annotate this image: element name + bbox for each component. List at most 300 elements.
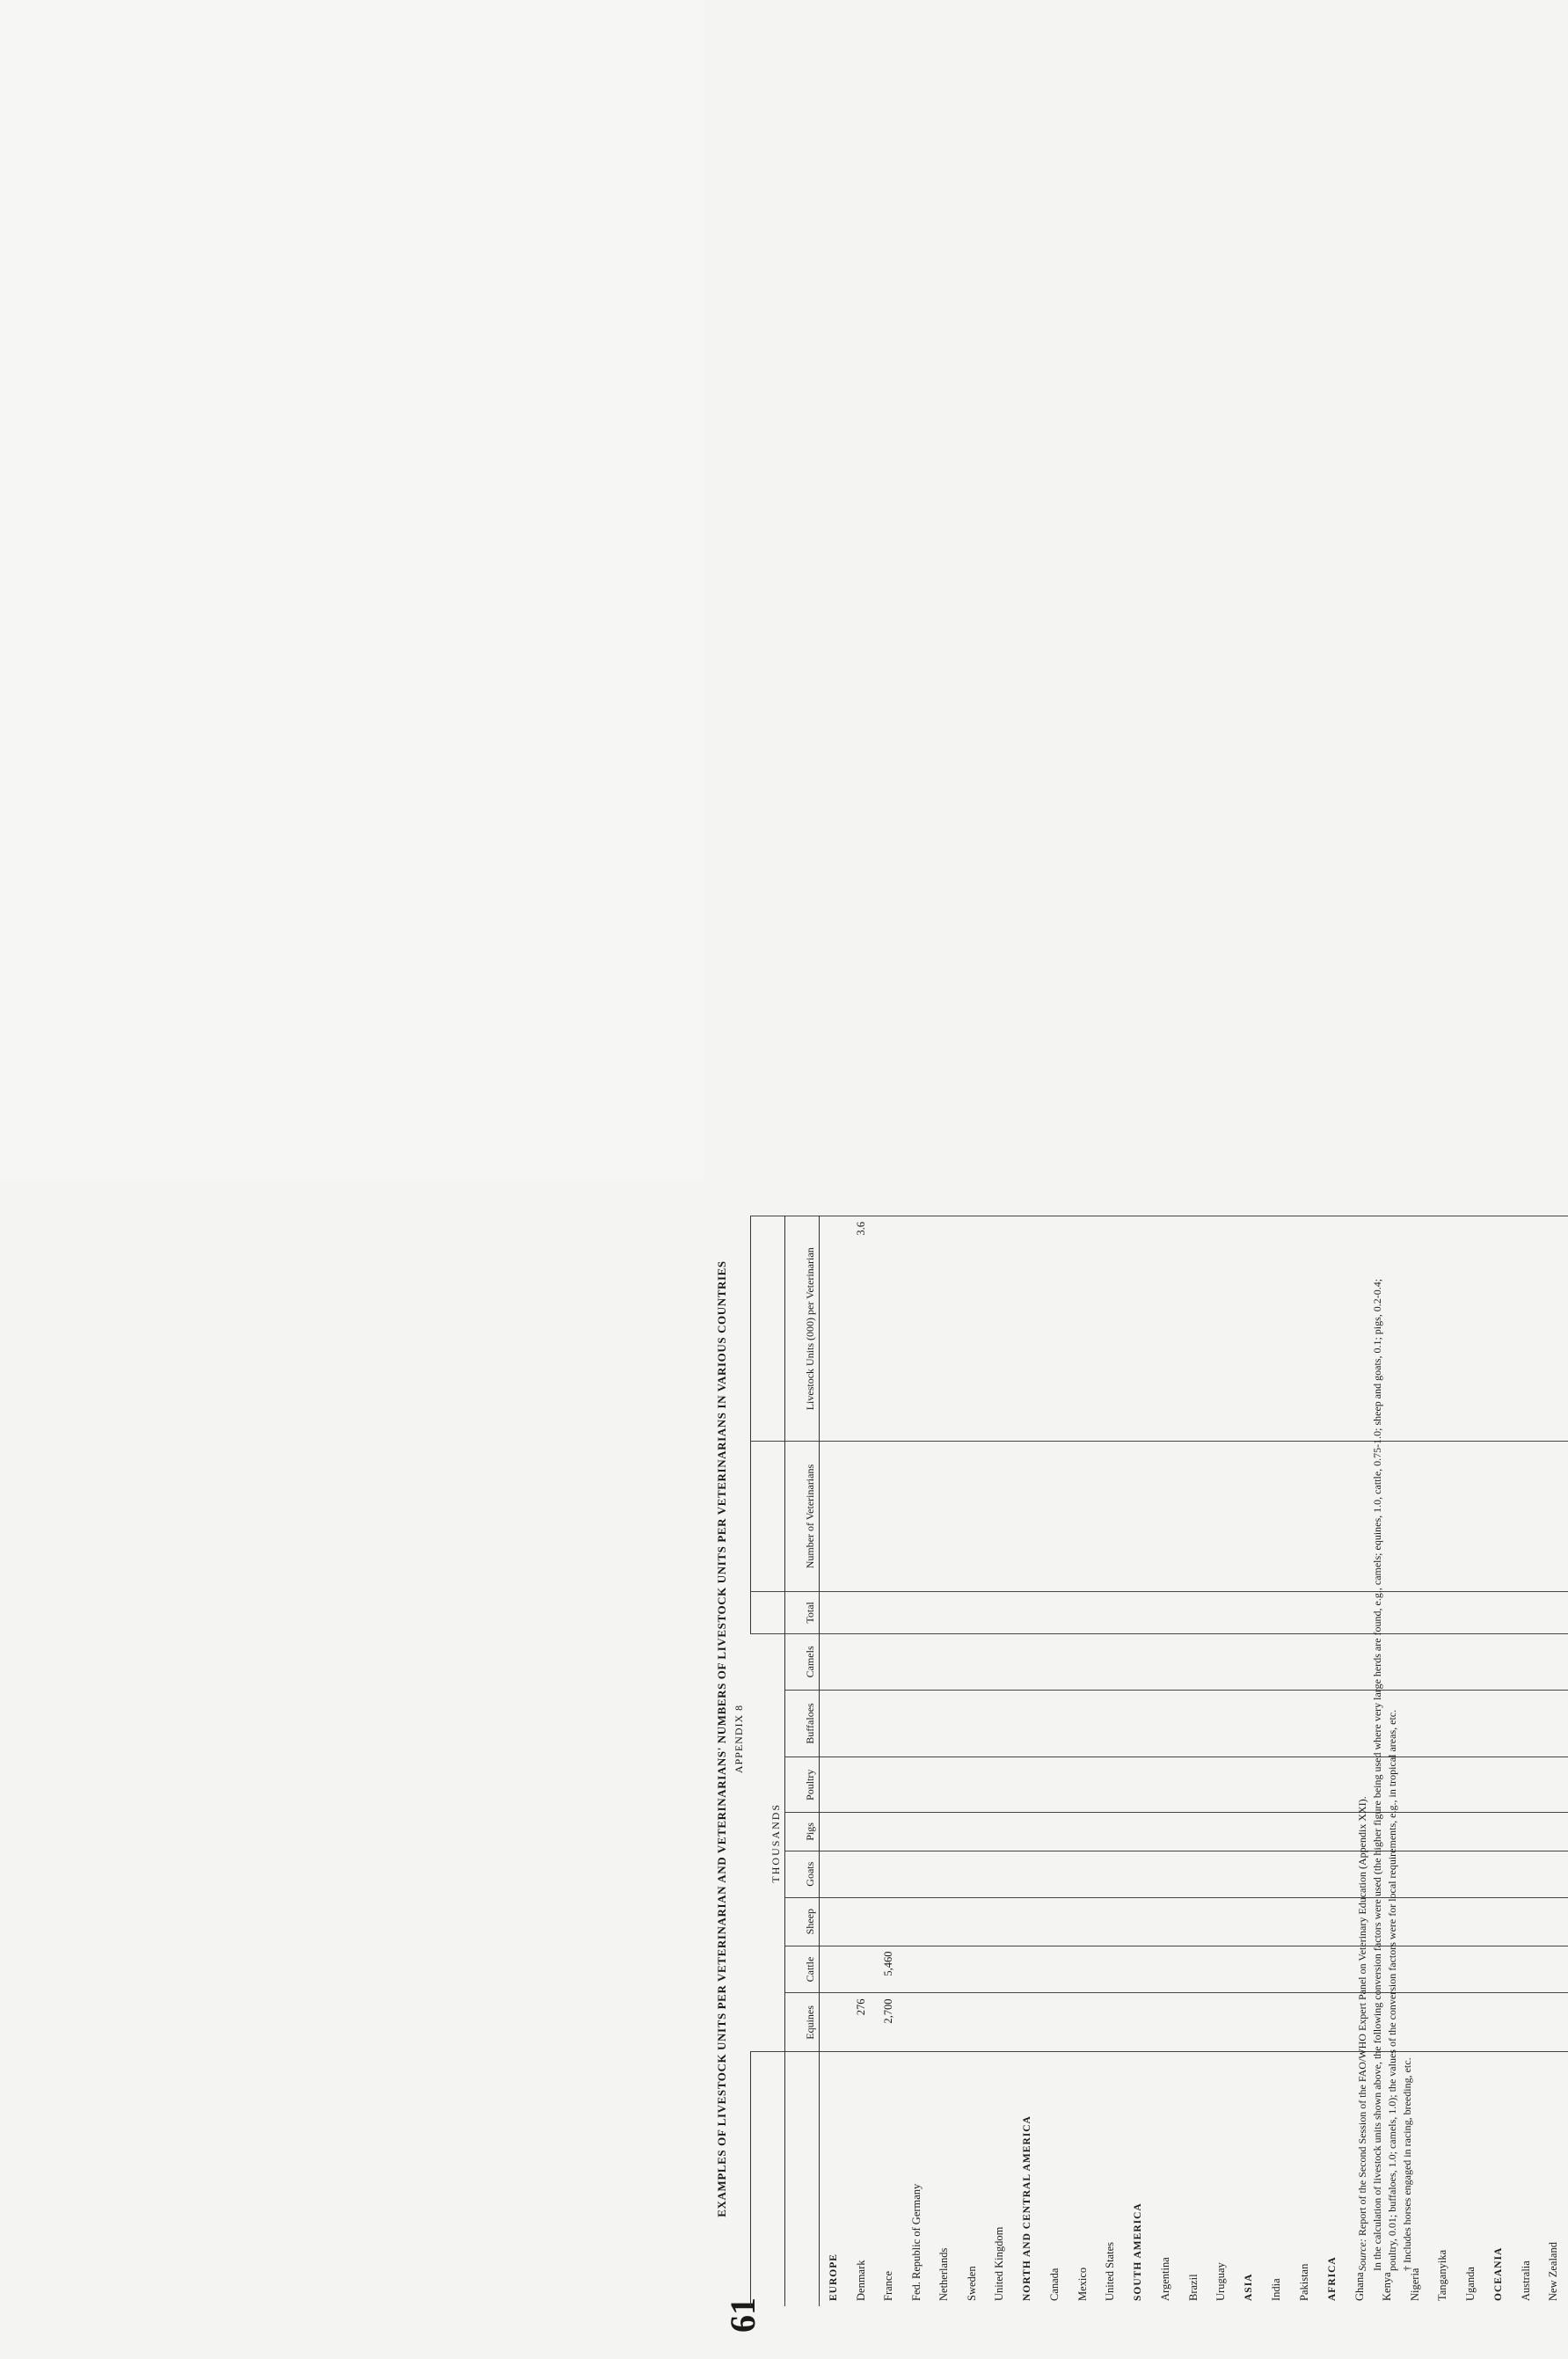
region-row bbox=[1318, 1216, 1346, 2307]
cell-total bbox=[1484, 1591, 1513, 1634]
table-row bbox=[1291, 1216, 1319, 2307]
cell-pigs bbox=[1152, 1813, 1180, 1851]
cell-cattle bbox=[1180, 1946, 1208, 1993]
cell-upv bbox=[1152, 1216, 1180, 1442]
row-label: Denmark bbox=[848, 2052, 876, 2306]
cell-camels bbox=[1429, 1634, 1457, 1690]
page-title: EXAMPLES OF LIVESTOCK UNITS PER VETERINARIAN AND VETERINARIANS' NUMBERS OF LIVESTOCK UNITS PER VETERINARIANS IN VARIOUS COUNTRIES bbox=[715, 1260, 728, 2217]
table-body bbox=[820, 1216, 1568, 2307]
cell-vets bbox=[1041, 1442, 1069, 1591]
cell-sheep bbox=[1014, 1897, 1042, 1946]
conversion-note: In the calculation of livestock units shown above, the following conversion factors were used (the higher figure being used where very large herds are found, e.g., camels; equines, 1.0, cattle, 0.75-1.0; sheep and goats, 0.1; pigs, 0.2-0.4; poultry, 0.01; buffaloes, 1.0; camels, 1.0); the values of the conversion factors were for local requirements, e.g., in tropical areas, etc. bbox=[1371, 1278, 1398, 2271]
cell-upv bbox=[875, 1216, 903, 1442]
cell-equines bbox=[1291, 1993, 1319, 2052]
table-row bbox=[1207, 1216, 1236, 2307]
cell-upv bbox=[1236, 1216, 1264, 1442]
cell-sheep bbox=[1540, 1897, 1568, 1946]
cell-sheep bbox=[875, 1897, 903, 1946]
cell-camels bbox=[848, 1634, 876, 1690]
cell-poultry bbox=[986, 1757, 1014, 1813]
cell-total bbox=[959, 1591, 987, 1634]
cell-sheep bbox=[1318, 1897, 1346, 1946]
cell-sheep bbox=[1069, 1897, 1098, 1946]
cell-cattle bbox=[1069, 1946, 1098, 1993]
row-label: Nigeria bbox=[1402, 2052, 1430, 2306]
cell-pigs bbox=[1236, 1813, 1264, 1851]
cell-equines bbox=[1540, 1993, 1568, 2052]
cell-equines: 2,700 bbox=[875, 1993, 903, 2052]
cell-upv bbox=[1097, 1216, 1125, 1442]
table-row bbox=[875, 1216, 903, 2307]
cell-pigs bbox=[986, 1813, 1014, 1851]
col-header-equines: Equines bbox=[785, 1993, 820, 2052]
row-label: EUROPE bbox=[820, 2052, 848, 2306]
cell-buffaloes bbox=[930, 1690, 959, 1757]
cell-vets bbox=[1207, 1442, 1236, 1591]
cell-buffaloes bbox=[903, 1690, 931, 1757]
cell-upv bbox=[1180, 1216, 1208, 1442]
cell-cattle bbox=[1429, 1946, 1457, 1993]
row-label: AFRICA bbox=[1318, 2052, 1346, 2306]
cell-equines bbox=[1263, 1993, 1291, 2052]
source-label: Source: bbox=[1356, 2238, 1368, 2271]
cell-pigs bbox=[1125, 1813, 1153, 1851]
cell-cattle bbox=[1540, 1946, 1568, 1993]
cell-poultry bbox=[1457, 1757, 1485, 1813]
cell-sheep bbox=[1236, 1897, 1264, 1946]
col-header-goats: Goats bbox=[785, 1851, 820, 1897]
cell-equines bbox=[1180, 1993, 1208, 2052]
cell-pigs bbox=[1207, 1813, 1236, 1851]
cell-buffaloes bbox=[875, 1690, 903, 1757]
cell-upv bbox=[930, 1216, 959, 1442]
cell-camels bbox=[1180, 1634, 1208, 1690]
cell-vets bbox=[1152, 1442, 1180, 1591]
cell-poultry bbox=[1236, 1757, 1264, 1813]
cell-pigs bbox=[959, 1813, 987, 1851]
cell-total bbox=[1014, 1591, 1042, 1634]
appendix-label: APPENDIX 8 bbox=[733, 1704, 745, 1774]
cell-camels bbox=[1041, 1634, 1069, 1690]
table-row bbox=[1069, 1216, 1098, 2307]
cell-upv bbox=[1291, 1216, 1319, 1442]
cell-sheep bbox=[1484, 1897, 1513, 1946]
cell-goats bbox=[848, 1851, 876, 1897]
cell-cattle bbox=[1291, 1946, 1319, 1993]
table-row bbox=[1540, 1216, 1568, 2307]
cell-camels bbox=[820, 1634, 848, 1690]
livestock-table bbox=[750, 1216, 1568, 2306]
cell-camels bbox=[1152, 1634, 1180, 1690]
cell-equines bbox=[1014, 1993, 1042, 2052]
cell-camels bbox=[1125, 1634, 1153, 1690]
cell-cattle bbox=[1513, 1946, 1541, 1993]
cell-vets bbox=[959, 1442, 987, 1591]
cell-vets bbox=[1291, 1442, 1319, 1591]
cell-cattle bbox=[1318, 1946, 1346, 1993]
cell-pigs bbox=[848, 1813, 876, 1851]
cell-pigs bbox=[1263, 1813, 1291, 1851]
cell-total bbox=[1069, 1591, 1098, 1634]
cell-poultry bbox=[1097, 1757, 1125, 1813]
col-header-total: Total bbox=[785, 1591, 820, 1634]
cell-camels bbox=[1097, 1634, 1125, 1690]
cell-cattle bbox=[959, 1946, 987, 1993]
cell-goats bbox=[1097, 1851, 1125, 1897]
cell-camels bbox=[986, 1634, 1014, 1690]
cell-poultry bbox=[1540, 1757, 1568, 1813]
cell-sheep bbox=[1097, 1897, 1125, 1946]
cell-buffaloes bbox=[1236, 1690, 1264, 1757]
region-row bbox=[1014, 1216, 1042, 2307]
cell-goats bbox=[1291, 1851, 1319, 1897]
table-row bbox=[1513, 1216, 1541, 2307]
cell-equines bbox=[1236, 1993, 1264, 2052]
cell-poultry bbox=[1041, 1757, 1069, 1813]
cell-buffaloes bbox=[959, 1690, 987, 1757]
cell-camels bbox=[1069, 1634, 1098, 1690]
cell-buffaloes bbox=[1152, 1690, 1180, 1757]
cell-buffaloes bbox=[986, 1690, 1014, 1757]
col-blank-3 bbox=[751, 1216, 785, 1442]
cell-total bbox=[986, 1591, 1014, 1634]
cell-buffaloes bbox=[1014, 1690, 1042, 1757]
cell-cattle bbox=[1097, 1946, 1125, 1993]
cell-cattle: 5,460 bbox=[875, 1946, 903, 1993]
table-row bbox=[986, 1216, 1014, 2307]
cell-total bbox=[1097, 1591, 1125, 1634]
cell-goats bbox=[1152, 1851, 1180, 1897]
col-header-pigs: Pigs bbox=[785, 1813, 820, 1851]
col-region bbox=[751, 2052, 785, 2306]
cell-sheep bbox=[1513, 1897, 1541, 1946]
cell-vets bbox=[848, 1442, 876, 1591]
cell-equines: 276 bbox=[848, 1993, 876, 2052]
cell-equines bbox=[1429, 1993, 1457, 2052]
table-row bbox=[1457, 1216, 1485, 2307]
cell-goats bbox=[1236, 1851, 1264, 1897]
cell-sheep bbox=[1180, 1897, 1208, 1946]
table-row bbox=[959, 1216, 987, 2307]
cell-goats bbox=[959, 1851, 987, 1897]
cell-buffaloes bbox=[1540, 1690, 1568, 1757]
cell-poultry bbox=[930, 1757, 959, 1813]
cell-goats bbox=[1540, 1851, 1568, 1897]
row-label: Uruguay bbox=[1207, 2052, 1236, 2306]
cell-poultry bbox=[1291, 1757, 1319, 1813]
cell-sheep bbox=[1207, 1897, 1236, 1946]
cell-buffaloes bbox=[1041, 1690, 1069, 1757]
cell-total bbox=[1513, 1591, 1541, 1634]
cell-vets bbox=[1236, 1442, 1264, 1591]
col-blank-1 bbox=[751, 1591, 785, 1634]
col-header-poultry: Poultry bbox=[785, 1757, 820, 1813]
cell-upv bbox=[820, 1216, 848, 1442]
row-label: Pakistan bbox=[1291, 2052, 1319, 2306]
cell-buffaloes bbox=[1125, 1690, 1153, 1757]
cell-cattle bbox=[903, 1946, 931, 1993]
cell-cattle bbox=[1263, 1946, 1291, 1993]
row-label: New Zealand bbox=[1540, 2052, 1568, 2306]
cell-pigs bbox=[1318, 1813, 1346, 1851]
cell-poultry bbox=[1263, 1757, 1291, 1813]
cell-sheep bbox=[848, 1897, 876, 1946]
cell-pigs bbox=[1484, 1813, 1513, 1851]
region-row bbox=[820, 1216, 848, 2307]
cell-goats bbox=[875, 1851, 903, 1897]
cell-poultry bbox=[1069, 1757, 1098, 1813]
cell-camels bbox=[1236, 1634, 1264, 1690]
cell-poultry bbox=[1484, 1757, 1513, 1813]
col-header-units-per-vet: Livestock Units (000) per Veterinarian bbox=[785, 1216, 820, 1442]
row-label: United Kingdom bbox=[986, 2052, 1014, 2306]
row-label: Canada bbox=[1041, 2052, 1069, 2306]
cell-total bbox=[875, 1591, 903, 1634]
cell-poultry bbox=[1513, 1757, 1541, 1813]
cell-poultry bbox=[1125, 1757, 1153, 1813]
row-label: NORTH AND CENTRAL AMERICA bbox=[1014, 2052, 1042, 2306]
cell-buffaloes bbox=[1069, 1690, 1098, 1757]
row-label: Brazil bbox=[1180, 2052, 1208, 2306]
cell-camels bbox=[1513, 1634, 1541, 1690]
cell-goats bbox=[820, 1851, 848, 1897]
cell-camels bbox=[875, 1634, 903, 1690]
cell-equines bbox=[959, 1993, 987, 2052]
cell-vets bbox=[1069, 1442, 1098, 1591]
cell-buffaloes bbox=[1318, 1690, 1346, 1757]
col-header-camels: Camels bbox=[785, 1634, 820, 1690]
cell-cattle bbox=[1041, 1946, 1069, 1993]
cell-buffaloes bbox=[1429, 1690, 1457, 1757]
cell-poultry bbox=[1207, 1757, 1236, 1813]
col-header-cattle: Cattle bbox=[785, 1946, 820, 1993]
cell-vets bbox=[1429, 1442, 1457, 1591]
table-row bbox=[1429, 1216, 1457, 2307]
cell-vets bbox=[986, 1442, 1014, 1591]
cell-sheep bbox=[930, 1897, 959, 1946]
cell-buffaloes bbox=[1207, 1690, 1236, 1757]
region-row bbox=[1484, 1216, 1513, 2307]
row-label: ASIA bbox=[1236, 2052, 1264, 2306]
cell-upv bbox=[1429, 1216, 1457, 1442]
cell-pigs bbox=[1069, 1813, 1098, 1851]
cell-total bbox=[1540, 1591, 1568, 1634]
cell-total bbox=[1152, 1591, 1180, 1634]
cell-total bbox=[1236, 1591, 1264, 1634]
table-row bbox=[930, 1216, 959, 2307]
cell-equines bbox=[1069, 1993, 1098, 2052]
table-row bbox=[1263, 1216, 1291, 2307]
cell-equines bbox=[820, 1993, 848, 2052]
cell-vets bbox=[1180, 1442, 1208, 1591]
cell-camels bbox=[1291, 1634, 1319, 1690]
cell-total bbox=[1125, 1591, 1153, 1634]
cell-cattle bbox=[1207, 1946, 1236, 1993]
cell-sheep bbox=[1291, 1897, 1319, 1946]
cell-buffaloes bbox=[820, 1690, 848, 1757]
cell-vets bbox=[930, 1442, 959, 1591]
row-label: France bbox=[875, 2052, 903, 2306]
row-label: Mexico bbox=[1069, 2052, 1098, 2306]
cell-cattle bbox=[820, 1946, 848, 1993]
cell-pigs bbox=[1429, 1813, 1457, 1851]
cell-total bbox=[1207, 1591, 1236, 1634]
cell-cattle bbox=[986, 1946, 1014, 1993]
cell-vets bbox=[1513, 1442, 1541, 1591]
cell-pigs bbox=[1041, 1813, 1069, 1851]
cell-poultry bbox=[1318, 1757, 1346, 1813]
cell-vets bbox=[903, 1442, 931, 1591]
cell-upv bbox=[1540, 1216, 1568, 1442]
cell-poultry bbox=[1180, 1757, 1208, 1813]
cell-upv bbox=[903, 1216, 931, 1442]
cell-equines bbox=[1041, 1993, 1069, 2052]
cell-pigs bbox=[1513, 1813, 1541, 1851]
row-label: Tanganyika bbox=[1429, 2052, 1457, 2306]
cell-goats bbox=[903, 1851, 931, 1897]
cell-camels bbox=[930, 1634, 959, 1690]
row-label: Kenya bbox=[1374, 2052, 1402, 2306]
cell-camels bbox=[1207, 1634, 1236, 1690]
cell-total bbox=[820, 1591, 848, 1634]
cell-goats bbox=[986, 1851, 1014, 1897]
cell-cattle bbox=[1484, 1946, 1513, 1993]
cell-equines bbox=[1513, 1993, 1541, 2052]
table-row bbox=[1041, 1216, 1069, 2307]
cell-upv bbox=[1263, 1216, 1291, 1442]
cell-goats bbox=[1014, 1851, 1042, 1897]
cell-total bbox=[903, 1591, 931, 1634]
cell-pigs bbox=[903, 1813, 931, 1851]
cell-total bbox=[1263, 1591, 1291, 1634]
cell-buffaloes bbox=[1180, 1690, 1208, 1757]
cell-equines bbox=[1152, 1993, 1180, 2052]
cell-upv bbox=[1207, 1216, 1236, 1442]
cell-buffaloes bbox=[1263, 1690, 1291, 1757]
cell-total bbox=[1429, 1591, 1457, 1634]
cell-pigs bbox=[930, 1813, 959, 1851]
table-row bbox=[1180, 1216, 1208, 2307]
cell-poultry bbox=[1014, 1757, 1042, 1813]
cell-goats bbox=[1207, 1851, 1236, 1897]
col-header-sheep: Sheep bbox=[785, 1897, 820, 1946]
cell-sheep bbox=[1125, 1897, 1153, 1946]
cell-upv bbox=[1318, 1216, 1346, 1442]
cell-equines bbox=[930, 1993, 959, 2052]
cell-upv bbox=[1069, 1216, 1098, 1442]
cell-upv bbox=[1513, 1216, 1541, 1442]
cell-sheep bbox=[986, 1897, 1014, 1946]
cell-upv bbox=[1457, 1216, 1485, 1442]
region-row bbox=[1125, 1216, 1153, 2307]
cell-total bbox=[1291, 1591, 1319, 1634]
cell-vets bbox=[1014, 1442, 1042, 1591]
col-header-region bbox=[785, 2052, 820, 2306]
cell-cattle bbox=[1152, 1946, 1180, 1993]
cell-pigs bbox=[1097, 1813, 1125, 1851]
cell-upv: 3.6 bbox=[848, 1216, 876, 1442]
cell-cattle bbox=[1236, 1946, 1264, 1993]
cell-equines bbox=[1318, 1993, 1346, 2052]
table-row bbox=[848, 1216, 876, 2307]
cell-vets bbox=[875, 1442, 903, 1591]
page-number: 61 bbox=[723, 2297, 762, 2333]
cell-buffaloes bbox=[1097, 1690, 1125, 1757]
cell-goats bbox=[1484, 1851, 1513, 1897]
rotated-page-content bbox=[704, 1180, 1560, 2359]
cell-total bbox=[930, 1591, 959, 1634]
cell-sheep bbox=[1263, 1897, 1291, 1946]
cell-sheep bbox=[1429, 1897, 1457, 1946]
row-label: Fed. Republic of Germany bbox=[903, 2052, 931, 2306]
cell-camels bbox=[959, 1634, 987, 1690]
cell-upv bbox=[1041, 1216, 1069, 1442]
cell-vets bbox=[820, 1442, 848, 1591]
cell-poultry bbox=[959, 1757, 987, 1813]
cell-buffaloes bbox=[1513, 1690, 1541, 1757]
cell-camels bbox=[1318, 1634, 1346, 1690]
cell-poultry bbox=[1429, 1757, 1457, 1813]
cell-vets bbox=[1484, 1442, 1513, 1591]
cell-cattle bbox=[930, 1946, 959, 1993]
cell-goats bbox=[1318, 1851, 1346, 1897]
cell-equines bbox=[1484, 1993, 1513, 2052]
footnote bbox=[1355, 1260, 1415, 2271]
cell-poultry bbox=[875, 1757, 903, 1813]
cell-vets bbox=[1540, 1442, 1568, 1591]
dagger-note: † Includes horses engaged in racing, breeding, etc. bbox=[1401, 2057, 1413, 2271]
col-header-buffaloes: Buffaloes bbox=[785, 1690, 820, 1757]
cell-pigs bbox=[1180, 1813, 1208, 1851]
cell-vets bbox=[1125, 1442, 1153, 1591]
cell-camels bbox=[1540, 1634, 1568, 1690]
cell-goats bbox=[930, 1851, 959, 1897]
row-label: Argentina bbox=[1152, 2052, 1180, 2306]
row-label: United States bbox=[1097, 2052, 1125, 2306]
cell-equines bbox=[1125, 1993, 1153, 2052]
cell-pigs bbox=[1540, 1813, 1568, 1851]
cell-equines bbox=[1097, 1993, 1125, 2052]
cell-cattle bbox=[1014, 1946, 1042, 1993]
table-row bbox=[903, 1216, 931, 2307]
cell-vets bbox=[1097, 1442, 1125, 1591]
cell-pigs bbox=[1457, 1813, 1485, 1851]
cell-pigs bbox=[1014, 1813, 1042, 1851]
region-row bbox=[1236, 1216, 1264, 2307]
row-label: OCEANIA bbox=[1484, 2052, 1513, 2306]
cell-pigs bbox=[875, 1813, 903, 1851]
cell-camels bbox=[1014, 1634, 1042, 1690]
cell-sheep bbox=[959, 1897, 987, 1946]
cell-vets bbox=[1263, 1442, 1291, 1591]
cell-equines bbox=[903, 1993, 931, 2052]
col-header-vets: Number of Veterinarians bbox=[785, 1442, 820, 1591]
cell-camels bbox=[1263, 1634, 1291, 1690]
cell-camels bbox=[903, 1634, 931, 1690]
cell-upv bbox=[986, 1216, 1014, 1442]
cell-cattle bbox=[848, 1946, 876, 1993]
cell-total bbox=[1457, 1591, 1485, 1634]
row-label: Ghana bbox=[1346, 2052, 1375, 2306]
cell-total bbox=[1180, 1591, 1208, 1634]
source-text: Report of the Second Session of the FAO/WHO Expert Panel on Veterinary Education (Appendix XXI). bbox=[1356, 1796, 1368, 2237]
cell-equines bbox=[1457, 1993, 1485, 2052]
cell-upv bbox=[1484, 1216, 1513, 1442]
row-label: Sweden bbox=[959, 2052, 987, 2306]
cell-goats bbox=[1125, 1851, 1153, 1897]
row-label: Netherlands bbox=[930, 2052, 959, 2306]
cell-goats bbox=[1429, 1851, 1457, 1897]
